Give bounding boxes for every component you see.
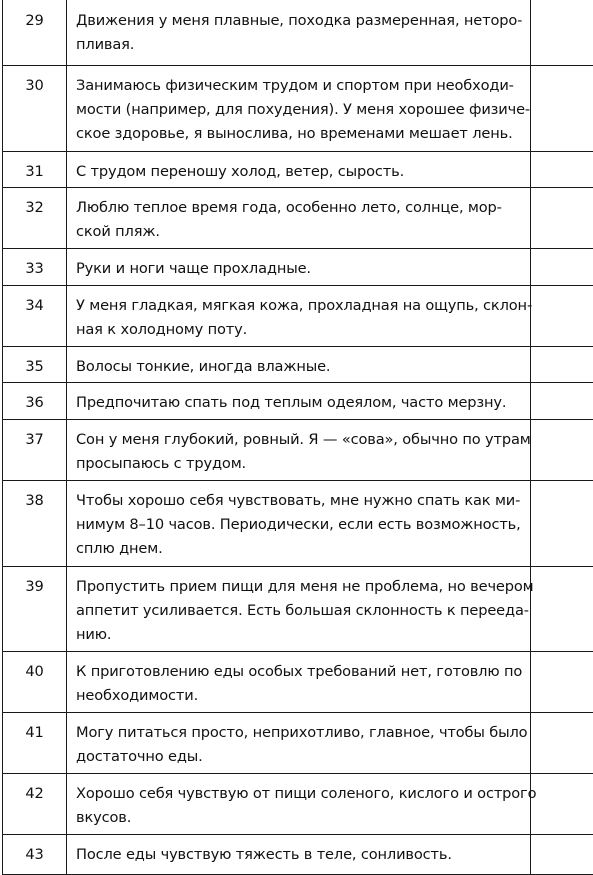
row-number: 39 (3, 567, 67, 652)
row-number: 30 (3, 66, 67, 152)
statement-line: Занимаюсь физическим трудом и спортом при необходи- (76, 74, 524, 98)
statement-text (67, 66, 531, 152)
table-row (3, 481, 593, 567)
answer-cell[interactable] (531, 835, 593, 875)
statement-text (67, 481, 531, 567)
statement-text (67, 188, 531, 249)
table-row (3, 188, 593, 249)
table-row (3, 0, 593, 66)
statement-line: С трудом переношу холод, ветер, сырость. (76, 160, 524, 184)
row-number: 34 (3, 286, 67, 347)
table-row (3, 286, 593, 347)
row-number: 31 (3, 152, 67, 188)
row-number: 32 (3, 188, 67, 249)
answer-cell[interactable] (531, 774, 593, 835)
statement-text (67, 286, 531, 347)
table-row (3, 152, 593, 188)
statement-line: Руки и ноги чаще прохладные. (76, 257, 524, 281)
answer-cell[interactable] (531, 567, 593, 652)
statement-line: нию. (76, 623, 524, 647)
statement-line: достаточно еды. (76, 745, 524, 769)
table-row (3, 383, 593, 420)
row-number: 35 (3, 347, 67, 383)
answer-cell[interactable] (531, 188, 593, 249)
statement-line: сплю днем. (76, 537, 524, 561)
statement-line: У меня гладкая, мягкая кожа, прохладная на ощупь, склон- (76, 294, 524, 318)
statement-line: просыпаюсь с трудом. (76, 452, 524, 476)
statement-line: После еды чувствую тяжесть в теле, сонливость. (76, 843, 524, 867)
statement-text (67, 152, 531, 188)
table-row (3, 420, 593, 481)
row-number: 42 (3, 774, 67, 835)
answer-cell[interactable] (531, 249, 593, 286)
table-row (3, 347, 593, 383)
statement-line: Люблю теплое время года, особенно лето, солнце, мор- (76, 196, 524, 220)
statement-text (67, 249, 531, 286)
row-number: 36 (3, 383, 67, 420)
statement-line: Предпочитаю спать под теплым одеялом, часто мерзну. (76, 391, 524, 415)
questionnaire-table (2, 0, 593, 875)
table-row (3, 249, 593, 286)
statement-text (67, 567, 531, 652)
statement-line: Движения у меня плавные, походка размеренная, неторо- (76, 9, 524, 33)
statement-line: необходимости. (76, 684, 524, 708)
table-row (3, 774, 593, 835)
answer-cell[interactable] (531, 652, 593, 713)
answer-cell[interactable] (531, 286, 593, 347)
statement-line: Хорошо себя чувствую от пищи соленого, кислого и острого (76, 782, 524, 806)
statement-text (67, 383, 531, 420)
questionnaire-rows (3, 0, 593, 875)
statement-text (67, 652, 531, 713)
statement-line: Могу питаться просто, неприхотливо, главное, чтобы было (76, 721, 524, 745)
statement-text (67, 835, 531, 875)
row-number: 43 (3, 835, 67, 875)
statement-line: ная к холодному поту. (76, 318, 524, 342)
statement-text (67, 774, 531, 835)
statement-line: мости (например, для похудения). У меня хорошее физиче- (76, 98, 524, 122)
row-number: 29 (3, 0, 67, 66)
row-number: 40 (3, 652, 67, 713)
statement-line: вкусов. (76, 806, 524, 830)
row-number: 38 (3, 481, 67, 567)
row-number: 33 (3, 249, 67, 286)
statement-line: Сон у меня глубокий, ровный. Я — «сова», обычно по утрам (76, 428, 524, 452)
statement-line: нимум 8–10 часов. Периодически, если есть возможность, (76, 513, 524, 537)
statement-text (67, 420, 531, 481)
table-row (3, 835, 593, 875)
answer-cell[interactable] (531, 347, 593, 383)
answer-cell[interactable] (531, 481, 593, 567)
row-number: 41 (3, 713, 67, 774)
row-number: 37 (3, 420, 67, 481)
table-row (3, 567, 593, 652)
statement-line: Пропустить прием пищи для меня не проблема, но вечером (76, 575, 524, 599)
statement-line: пливая. (76, 33, 524, 57)
statement-line: Волосы тонкие, иногда влажные. (76, 355, 524, 379)
statement-text (67, 0, 531, 66)
statement-line: ской пляж. (76, 220, 524, 244)
statement-line: К приготовлению еды особых требований нет, готовлю по (76, 660, 524, 684)
statement-line: ское здоровье, я вынослива, но временами мешает лень. (76, 122, 524, 146)
statement-line: Чтобы хорошо себя чувствовать, мне нужно спать как ми- (76, 489, 524, 513)
statement-line: аппетит усиливается. Есть большая склонность к перееда- (76, 599, 524, 623)
answer-cell[interactable] (531, 383, 593, 420)
table-row (3, 713, 593, 774)
answer-cell[interactable] (531, 152, 593, 188)
table-row (3, 652, 593, 713)
answer-cell[interactable] (531, 420, 593, 481)
answer-cell[interactable] (531, 713, 593, 774)
answer-cell[interactable] (531, 66, 593, 152)
statement-text (67, 347, 531, 383)
answer-cell[interactable] (531, 0, 593, 66)
statement-text (67, 713, 531, 774)
table-row (3, 66, 593, 152)
